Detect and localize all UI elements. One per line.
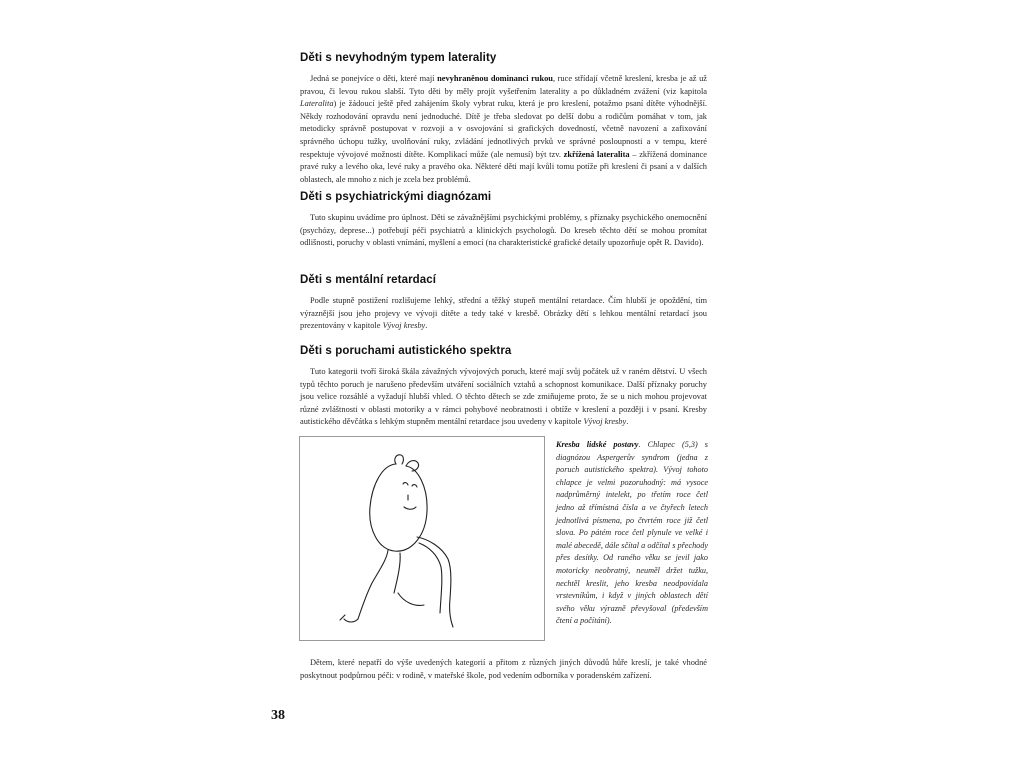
text-run: , ruce střídají včetně kreslení, kresba je až už pravou, či levou rukou slabší. Tyto děti by měly projít vyšetřením laterality a po důkladném zvážení (viz kapitola	[300, 74, 707, 96]
bold-term: zkřížená lateralita	[563, 149, 630, 159]
text-run: .	[425, 321, 428, 331]
text-run: Podle stupně postižení rozlišujeme lehký, střední a těžký stupeň mentální retardace. Čím hlubší je opoždění, tím výraznější jsou jeho projevy ve vývoji dítěte a tedy také v kresbě. Obrázky dětí s lehkou mentální retardací jsou prezentovány v kapitole	[300, 296, 707, 331]
bold-term: nevyhraněnou dominanci rukou	[437, 74, 553, 83]
text-run: Tuto kategorii tvoří široká škála závažných vývojových poruch, které mají svůj počátek už v raném dětství. U všech typů těchto poruch je narušeno především utváření sociálních vztahů a schopnost komunikace. Další příznaky poruchy jsou velice rozsáhlé a vyžadují hlubší vhled. O těchto dětech se zde zmiňujeme proto, že se u nich mohou projevovat různé zvláštnosti v oblasti motoriky a v rámci pohybové neobratnosti i obtíže v kreslení a později i v psaní. Kresby autistického děvčátka s lehkým stupněm mentální retardace jsou uvedeny v kapitole	[300, 367, 707, 427]
section-heading: Děti s nevyhodným typem laterality	[300, 52, 497, 64]
section-paragraph	[300, 295, 707, 333]
human-figure-sketch	[300, 437, 546, 642]
section-heading: Děti s mentální retardací	[300, 274, 437, 286]
italic-reference: Vývoj kresby	[583, 417, 627, 427]
figure-caption	[556, 439, 708, 628]
section-paragraph	[300, 366, 707, 429]
section-heading: Děti s psychiatrickými diagnózami	[300, 191, 492, 203]
caption-text: . Chlapec (5,3) s diagnózou Aspergerův syndrom (jedna z poruch autistického spektra). Vývoj tohoto chlapce je velmi pozoruhodný: má vysoce nadprůměrný intelekt, po třetím roce četl jedno až třímístná čísla a ve čtyřech letech jednotlivá písmena, po čtvrtém roce již četl slova. Po pátém roce četl plynule ve velké i malé abecedě, dále sčítal a odčítal s přechody přes desítky. Od raného věku se jevil jako motoricky neobratný, neuměl držet tužku, nechtěl kreslit, jeho kresba neodpovídala vrstevníkům, i když v jiných oblastech dětí svého věku výrazně převyšoval (především čtení a počítání).	[556, 440, 708, 626]
italic-reference: Vývoj kresby	[382, 321, 426, 331]
section-heading: Děti s poruchami autistického spektra	[300, 345, 512, 357]
italic-reference: Lateralita	[300, 99, 334, 109]
closing-section	[300, 657, 707, 682]
text-run: Jedná se ponejvíce o děti, které mají	[310, 74, 438, 83]
text-run: .	[626, 417, 629, 427]
section-laterality	[300, 52, 707, 186]
text-run: ) je žádoucí ještě před zahájením školy vybrat ruku, která je pro kreslení, potažmo psaní dítěte výhodnější. Někdy rozhodování opravdu není jednoduché. Dítě je třeba sledovat po delší dobu a rodičům pomáhat v tom, jak metodicky správně postupovat v rozvoji a v osvojování si grafických dovedností, včetně navození a zafixování správného úchopu tužky, uvolňování ruky, zvládání jednotlivých prvků ve správné posloupnosti a v tempu, které respektuje vývojové možnosti dítěte. Komplikací může (ale nemusí) být tzv.	[300, 99, 707, 159]
page-number: 38	[271, 708, 285, 723]
caption-title: Kresba lidské postavy	[556, 440, 639, 449]
section-mental-retardation	[300, 274, 707, 333]
child-drawing-figure	[299, 436, 545, 641]
text-run: – zkřížená dominance pravé ruky a levého oka, levé ruky a pravého oka. Některé děti mají kvůli tomu potíže při kreslení či psaní a v dalších oblastech, ale mnoho z nich je zcela bez problémů.	[300, 149, 707, 184]
section-paragraph: Tuto skupinu uvádíme pro úplnost. Děti se závažnějšími psychickými problémy, s příznaky psychického onemocnění (psychózy, deprese...) potřebují péči psychiatrů a klinických psychologů. Do kreseb těchto dětí se mohou promítat odlišnosti, poruchy v oblasti vnímání, myšlení a emocí (na charakteristické grafické detaily upozorňuje opět R. Davido).	[300, 213, 707, 248]
section-psychiatric	[300, 191, 707, 250]
section-autism	[300, 345, 707, 429]
closing-paragraph: Dětem, které nepatří do výše uvedených kategorií a přitom z různých jiných důvodů hůře kreslí, je také vhodné poskytnout podpůrnou péči: v rodině, v mateřské škole, pod vedením odborníka v poradenském zařízení.	[300, 658, 707, 680]
section-paragraph	[300, 73, 707, 186]
